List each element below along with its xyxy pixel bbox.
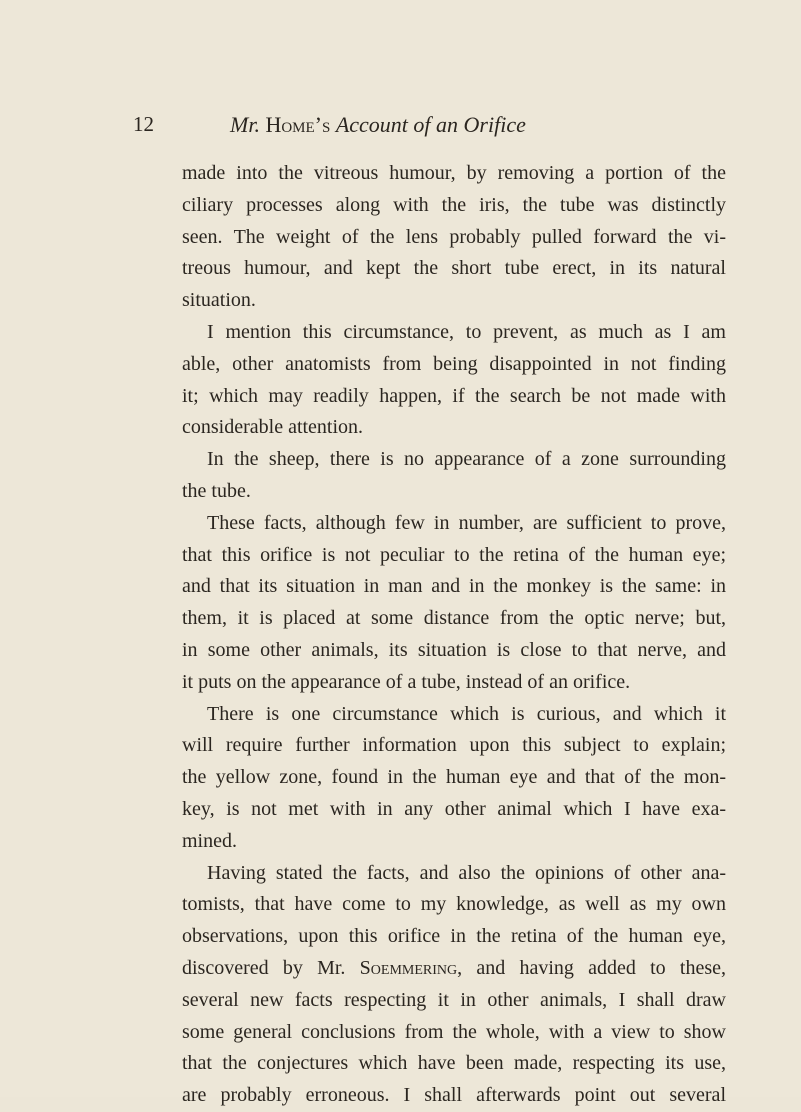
- text-line: it; which may readily happen, if the search be not made with: [182, 384, 726, 407]
- text-line: that this orifice is not peculiar to the retina of the human eye;: [182, 543, 726, 566]
- text-line: ciliary processes along with the iris, the tube was distinctly: [182, 193, 726, 216]
- text-line: considerable attention.: [182, 416, 364, 439]
- text-line: These facts, although few in number, are sufficient to prove,: [207, 511, 726, 534]
- text-line: several new facts respecting it in other animals, I shall draw: [182, 988, 726, 1011]
- text-line: I mention this circumstance, to prevent, as much as I am: [207, 320, 726, 343]
- text-line: observations, upon this orifice in the retina of the human eye,: [182, 925, 726, 948]
- text-line: situation.: [182, 289, 256, 312]
- text-line: will require further information upon this subject to explain;: [182, 734, 726, 757]
- author-name: Soemmering: [359, 956, 458, 979]
- text-line: in some other animals, its situation is close to that nerve, and: [182, 638, 726, 661]
- text-line: that the conjectures which have been made, respecting its use,: [182, 1052, 726, 1075]
- line-start: discovered by Mr.: [182, 956, 346, 979]
- page-number: 12: [133, 112, 154, 136]
- title-name: Home’s: [265, 112, 331, 137]
- text-line: able, other anatomists from being disappointed in not finding: [182, 352, 726, 375]
- text-line: it puts on the appearance of a tube, instead of an orifice.: [182, 670, 631, 693]
- text-line: There is one circumstance which is curious, and which it: [207, 702, 726, 725]
- text-line: are probably erroneous. I shall afterwards point out several: [182, 1084, 726, 1107]
- text-line-with-name: [182, 953, 726, 985]
- body-text: [182, 158, 726, 1112]
- text-line: Having stated the facts, and also the opinions of other ana-: [207, 861, 726, 884]
- text-line: some general conclusions from the whole, with a view to show: [182, 1020, 726, 1043]
- text-line: key, is not met with in any other animal which I have exa-: [182, 797, 726, 820]
- text-line: made into the vitreous humour, by removing a portion of the: [182, 162, 726, 184]
- text-line: them, it is placed at some distance from the optic nerve; but,: [182, 607, 726, 630]
- text-line: mined.: [182, 829, 237, 852]
- text-line: tomists, that have come to my knowledge, as well as my own: [182, 893, 726, 916]
- title-author: Mr.: [230, 112, 260, 137]
- text-line: seen. The weight of the lens probably pulled forward the vi-: [182, 225, 726, 248]
- text-line: treous humour, and kept the short tube erect, in its natural: [182, 257, 726, 280]
- text-line: and that its situation in man and in the monkey is the same: in: [182, 575, 726, 598]
- text-line: the yellow zone, found in the human eye and that of the mon-: [182, 766, 726, 789]
- text-line: the tube.: [182, 479, 251, 502]
- running-header: [133, 112, 677, 142]
- text-line: In the sheep, there is no appearance of a zone surrounding: [207, 448, 726, 471]
- running-title: [230, 112, 526, 138]
- title-rest: Account of an Orifice: [335, 112, 526, 137]
- line-end: , and having added to these,: [457, 956, 726, 979]
